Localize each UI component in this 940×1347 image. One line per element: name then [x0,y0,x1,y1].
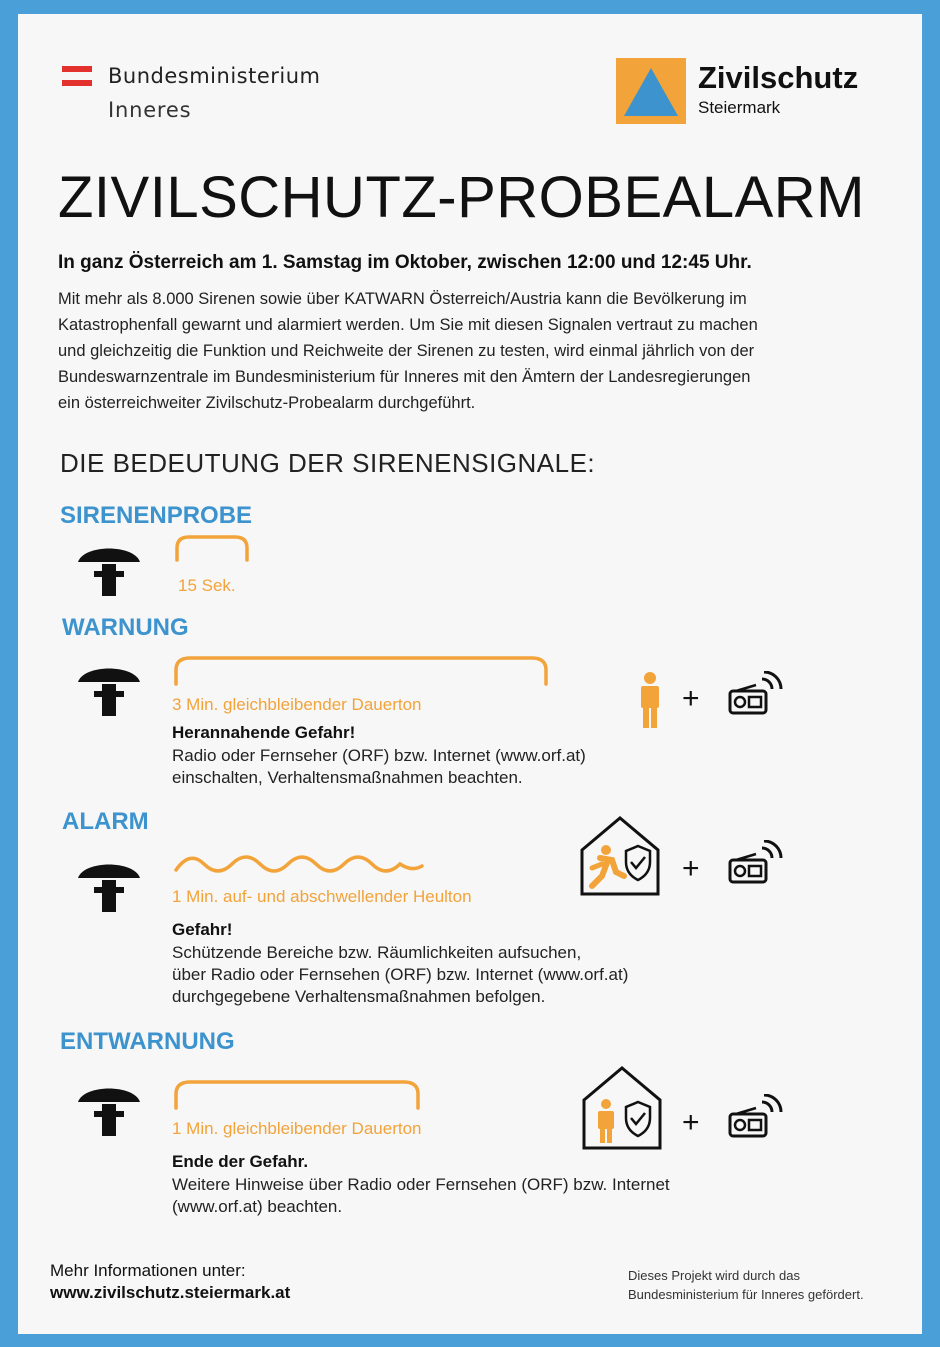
ministry-name: Bundesministerium [108,64,321,88]
house-standing-person-icon [580,1064,664,1152]
alarm-duration: 1 Min. auf- und abschwellender Heulton [172,887,472,906]
sirenenprobe-title: SIRENENPROBE [60,502,253,529]
zivilschutz-logo-icon [616,58,686,124]
alarm-title: ALARM [62,808,149,835]
entwarnung-plus: + [682,1106,700,1139]
alarm-signal-curve [172,850,426,878]
siren-icon [74,658,144,716]
footer-note: Dieses Projekt wird durch das Bundesministerium für Inneres gefördert. [628,1268,864,1302]
footer-url[interactable]: www.zivilschutz.steiermark.at [50,1283,291,1302]
alarm-plus: + [682,852,700,885]
zivilschutz-title: Zivilschutz [698,60,859,95]
person-icon [636,671,664,729]
entwarnung-title: ENTWARNUNG [60,1028,235,1055]
radio-icon [726,840,784,884]
siren-icon [74,538,144,596]
warnung-title: WARNUNG [62,614,189,641]
ministry-sub: Inneres [108,98,192,122]
house-running-person-icon [578,814,662,898]
warnung-plus: + [682,682,700,715]
page-title: ZIVILSCHUTZ-PROBEALARM [58,165,865,230]
sirenenprobe-signal-curve [174,534,250,564]
entwarnung-duration: 1 Min. gleichbleibender Dauerton [172,1119,422,1138]
sirenenprobe-duration: 15 Sek. [178,576,236,595]
intro-text: Mit mehr als 8.000 Sirenen sowie über KATWARN Österreich/Austria kann die Bevölkerung im Katastrophenfall gewarnt und alarmiert werden. Um Sie mit diesen Signalen vertraut zu machen und gleichzeitig die Funktion und Reichweite der Sirenen zu testen, wird einmal jährlich von der Bundeswarnzentrale im Bundesministerium für Inneres mit den Ämtern der Landesregierungen ein österreichweiter Zivilschutz-Probealarm durchgeführt. [58,290,758,412]
entwarnung-text: Weitere Hinweise über Radio oder Fernsehen (ORF) bzw. Internet (www.orf.at) beachten. [172,1175,670,1216]
warnung-text: Radio oder Fernseher (ORF) bzw. Internet (www.orf.at) einschalten, Verhaltensmaßnahmen beachten. [172,746,586,787]
footer-more-info: Mehr Informationen unter: [50,1261,246,1280]
alarm-heading: Gefahr! [172,920,233,939]
siren-icon [74,854,144,912]
austria-flag-icon [62,66,92,90]
entwarnung-signal-curve [172,1078,422,1112]
poster-sheet [18,14,922,1334]
entwarnung-heading: Ende der Gefahr. [172,1152,309,1171]
radio-icon [726,1094,784,1138]
lead-text: In ganz Österreich am 1. Samstag im Oktober, zwischen 12:00 und 12:45 Uhr. [58,252,752,273]
zivilschutz-sub: Steiermark [698,98,781,117]
warnung-heading: Herannahende Gefahr! [172,723,356,742]
section-title: DIE BEDEUTUNG DER SIRENENSIGNALE: [60,448,596,478]
alarm-text: Schützende Bereiche bzw. Räumlichkeiten aufsuchen, über Radio oder Fernsehen (ORF) bzw. Internet (www.orf.at) durchgegebene Verhaltensmaßnahmen befolgen. [172,943,629,1006]
warnung-duration: 3 Min. gleichbleibender Dauerton [172,695,422,714]
warnung-signal-curve [172,654,550,688]
siren-icon [74,1078,144,1136]
radio-icon [726,671,784,715]
